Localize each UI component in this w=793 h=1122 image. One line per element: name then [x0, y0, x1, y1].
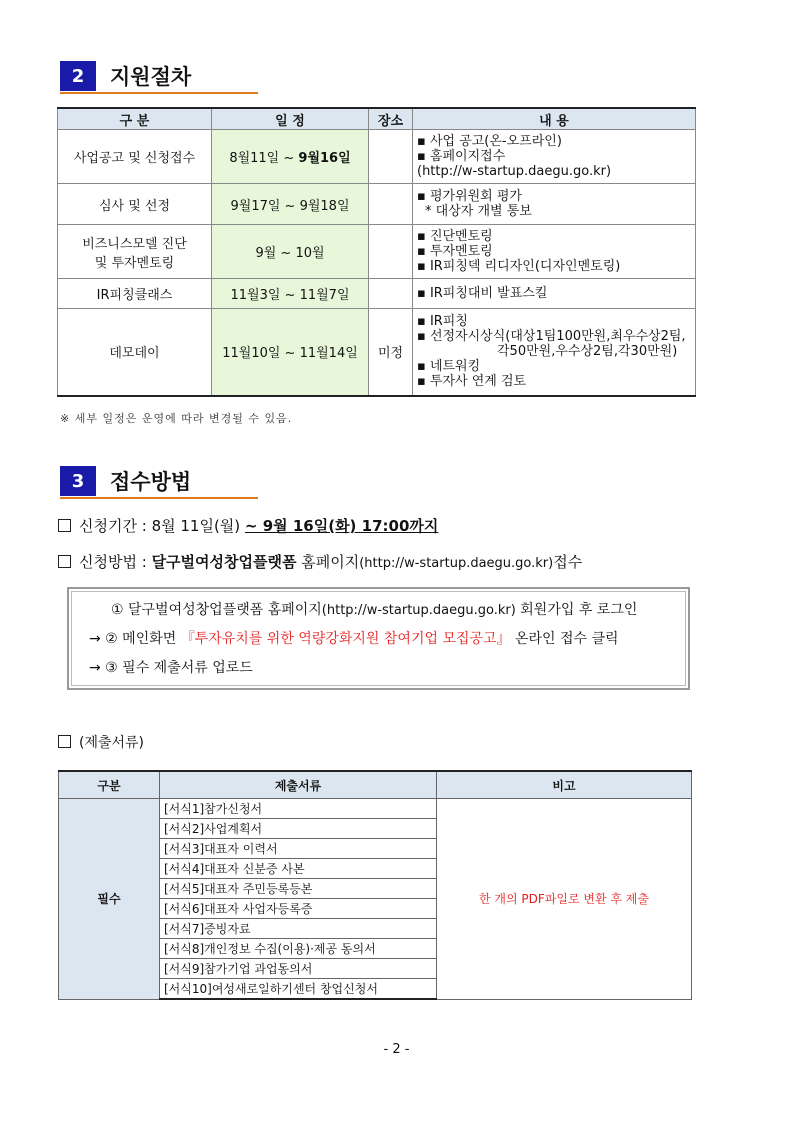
row-category: IR피칭클래스 — [58, 279, 212, 309]
content-line: ▪ 평가위원회 평가 — [417, 189, 522, 204]
row-content — [413, 184, 696, 225]
period-start: 8월 11일(월) — [151, 517, 245, 535]
checkbox-icon — [58, 555, 71, 568]
method-label: 신청방법 : — [79, 553, 152, 571]
checkbox-icon — [58, 735, 71, 748]
document-item: [서식4]대표자 신분증 사본 — [160, 859, 437, 879]
step-2 — [89, 628, 619, 648]
row-category: 데모데이 — [58, 309, 212, 396]
step-text: ① 달구벌여성창업플랫폼 홈페이지 — [111, 602, 322, 618]
step-text: → ② 메인화면 — [89, 631, 181, 647]
content-line: ▪ 진단멘토링 — [417, 229, 493, 244]
section-underline — [60, 92, 258, 94]
category-line: 및 투자멘토링 — [94, 255, 175, 271]
header-place: 장소 — [369, 108, 413, 130]
homepage-text: 홈페이지 — [296, 553, 360, 571]
application-period — [58, 515, 438, 536]
row-content — [413, 225, 696, 279]
document-item: [서식8]개인정보 수집(이용)·제공 동의서 — [160, 939, 437, 959]
row-place — [369, 184, 413, 225]
row-category: 심사 및 선정 — [58, 184, 212, 225]
schedule-table — [57, 107, 696, 397]
table-row — [58, 184, 696, 225]
content-line: ▪ 홈페이지접수 — [417, 149, 506, 164]
row-place — [369, 225, 413, 279]
date-text: 8월11일 ~ — [229, 151, 299, 166]
table-row — [58, 309, 696, 396]
row-place — [369, 130, 413, 184]
documents-table — [58, 770, 692, 1000]
step-url[interactable]: (http://w-startup.daegu.go.kr) — [321, 603, 516, 618]
row-date: 9월17일 ~ 9월18일 — [212, 184, 369, 225]
period-deadline: ~ 9월 16일(화) 17:00까지 — [244, 517, 439, 535]
row-content — [413, 130, 696, 184]
header-remarks: 비고 — [437, 771, 692, 799]
step-text: 회원가입 후 로그인 — [515, 602, 638, 618]
content-line: 각50만원,우수상2팀,각30만원) — [497, 344, 678, 360]
document-item: [서식3]대표자 이력서 — [160, 839, 437, 859]
content-line: ▪ IR피칭 — [417, 314, 468, 330]
remarks-cell: 한 개의 PDF파일로 변환 후 제출 — [437, 799, 692, 1000]
content-line: ▪ IR피칭덱 리디자인(디자인멘토링) — [417, 259, 621, 274]
row-category — [58, 225, 212, 279]
section-title: 지원절차 — [110, 65, 192, 89]
content-line: ▪ 사업 공고(온-오프라인) — [417, 134, 562, 149]
document-item: [서식5]대표자 주민등록등본 — [160, 879, 437, 899]
table-row — [58, 225, 696, 279]
content-line: ▪ 투자사 연계 검토 — [417, 374, 527, 390]
header-group: 구분 — [59, 771, 160, 799]
content-line: ▪ 선정자시상식(대상1팀100만원,최우수상2팀, — [417, 329, 686, 345]
section-title: 접수방법 — [110, 470, 192, 494]
content-line: ▪ 네트워킹 — [417, 359, 481, 375]
required-group: 필수 — [59, 799, 160, 1000]
document-item: [서식10]여성새로일하기센터 창업신청서 — [160, 979, 437, 1000]
row-place: 미정 — [369, 309, 413, 396]
table-row — [58, 279, 696, 309]
row-category: 사업공고 및 신청접수 — [58, 130, 212, 184]
document-item: [서식2]사업계획서 — [160, 819, 437, 839]
content-line: ▪ 투자멘토링 — [417, 244, 493, 259]
page-number: - 2 - — [383, 1042, 410, 1057]
step-1 — [111, 599, 637, 619]
content-line: * 대상자 개별 통보 — [425, 204, 532, 219]
header-date: 일 정 — [212, 108, 369, 130]
checkbox-icon — [58, 519, 71, 532]
step-3: → ③ 필수 제출서류 업로드 — [89, 660, 253, 676]
date-emphasis: 9월16일 — [298, 151, 351, 166]
schedule-note: ※ 세부 일정은 운영에 따라 변경될 수 있음. — [60, 412, 293, 425]
row-date — [212, 130, 369, 184]
section-number: 2 — [60, 61, 96, 91]
steps-box — [67, 587, 690, 690]
application-method — [58, 551, 582, 572]
row-place — [369, 279, 413, 309]
table-row — [59, 799, 692, 819]
row-content — [413, 279, 696, 309]
row-date: 11월10일 ~ 11월14일 — [212, 309, 369, 396]
table-row — [58, 130, 696, 184]
category-line: 비즈니스모델 진단 — [82, 236, 187, 252]
row-date: 9월 ~ 10월 — [212, 225, 369, 279]
documents-title-text: (제출서류) — [79, 735, 145, 751]
platform-name: 달구벌여성창업플랫폼 — [151, 553, 297, 571]
document-item: [서식7]증빙자료 — [160, 919, 437, 939]
document-item: [서식1]참가신청서 — [160, 799, 437, 819]
content-line: (http://w-startup.daegu.go.kr) — [417, 164, 612, 179]
content-line: ▪ IR피칭대비 발표스킬 — [417, 286, 548, 301]
documents-title — [58, 732, 144, 752]
header-documents: 제출서류 — [160, 771, 437, 799]
row-date: 11월3일 ~ 11월7일 — [212, 279, 369, 309]
header-content: 내 용 — [413, 108, 696, 130]
period-label: 신청기간 : — [79, 517, 152, 535]
section-underline — [60, 497, 258, 499]
method-suffix: 접수 — [553, 553, 583, 571]
document-item: [서식6]대표자 사업자등록증 — [160, 899, 437, 919]
section-3-header — [60, 466, 191, 496]
section-2-header — [60, 61, 191, 91]
section-number: 3 — [60, 466, 96, 496]
document-item: [서식9]참가기업 과업동의서 — [160, 959, 437, 979]
notice-title: 『투자유치를 위한 역량강화지원 참여기업 모집공고』 — [180, 631, 511, 647]
step-text: 온라인 접수 클릭 — [510, 631, 619, 647]
row-content — [413, 309, 696, 396]
platform-url[interactable]: (http://w-startup.daegu.go.kr) — [359, 556, 554, 571]
header-category: 구 분 — [58, 108, 212, 130]
